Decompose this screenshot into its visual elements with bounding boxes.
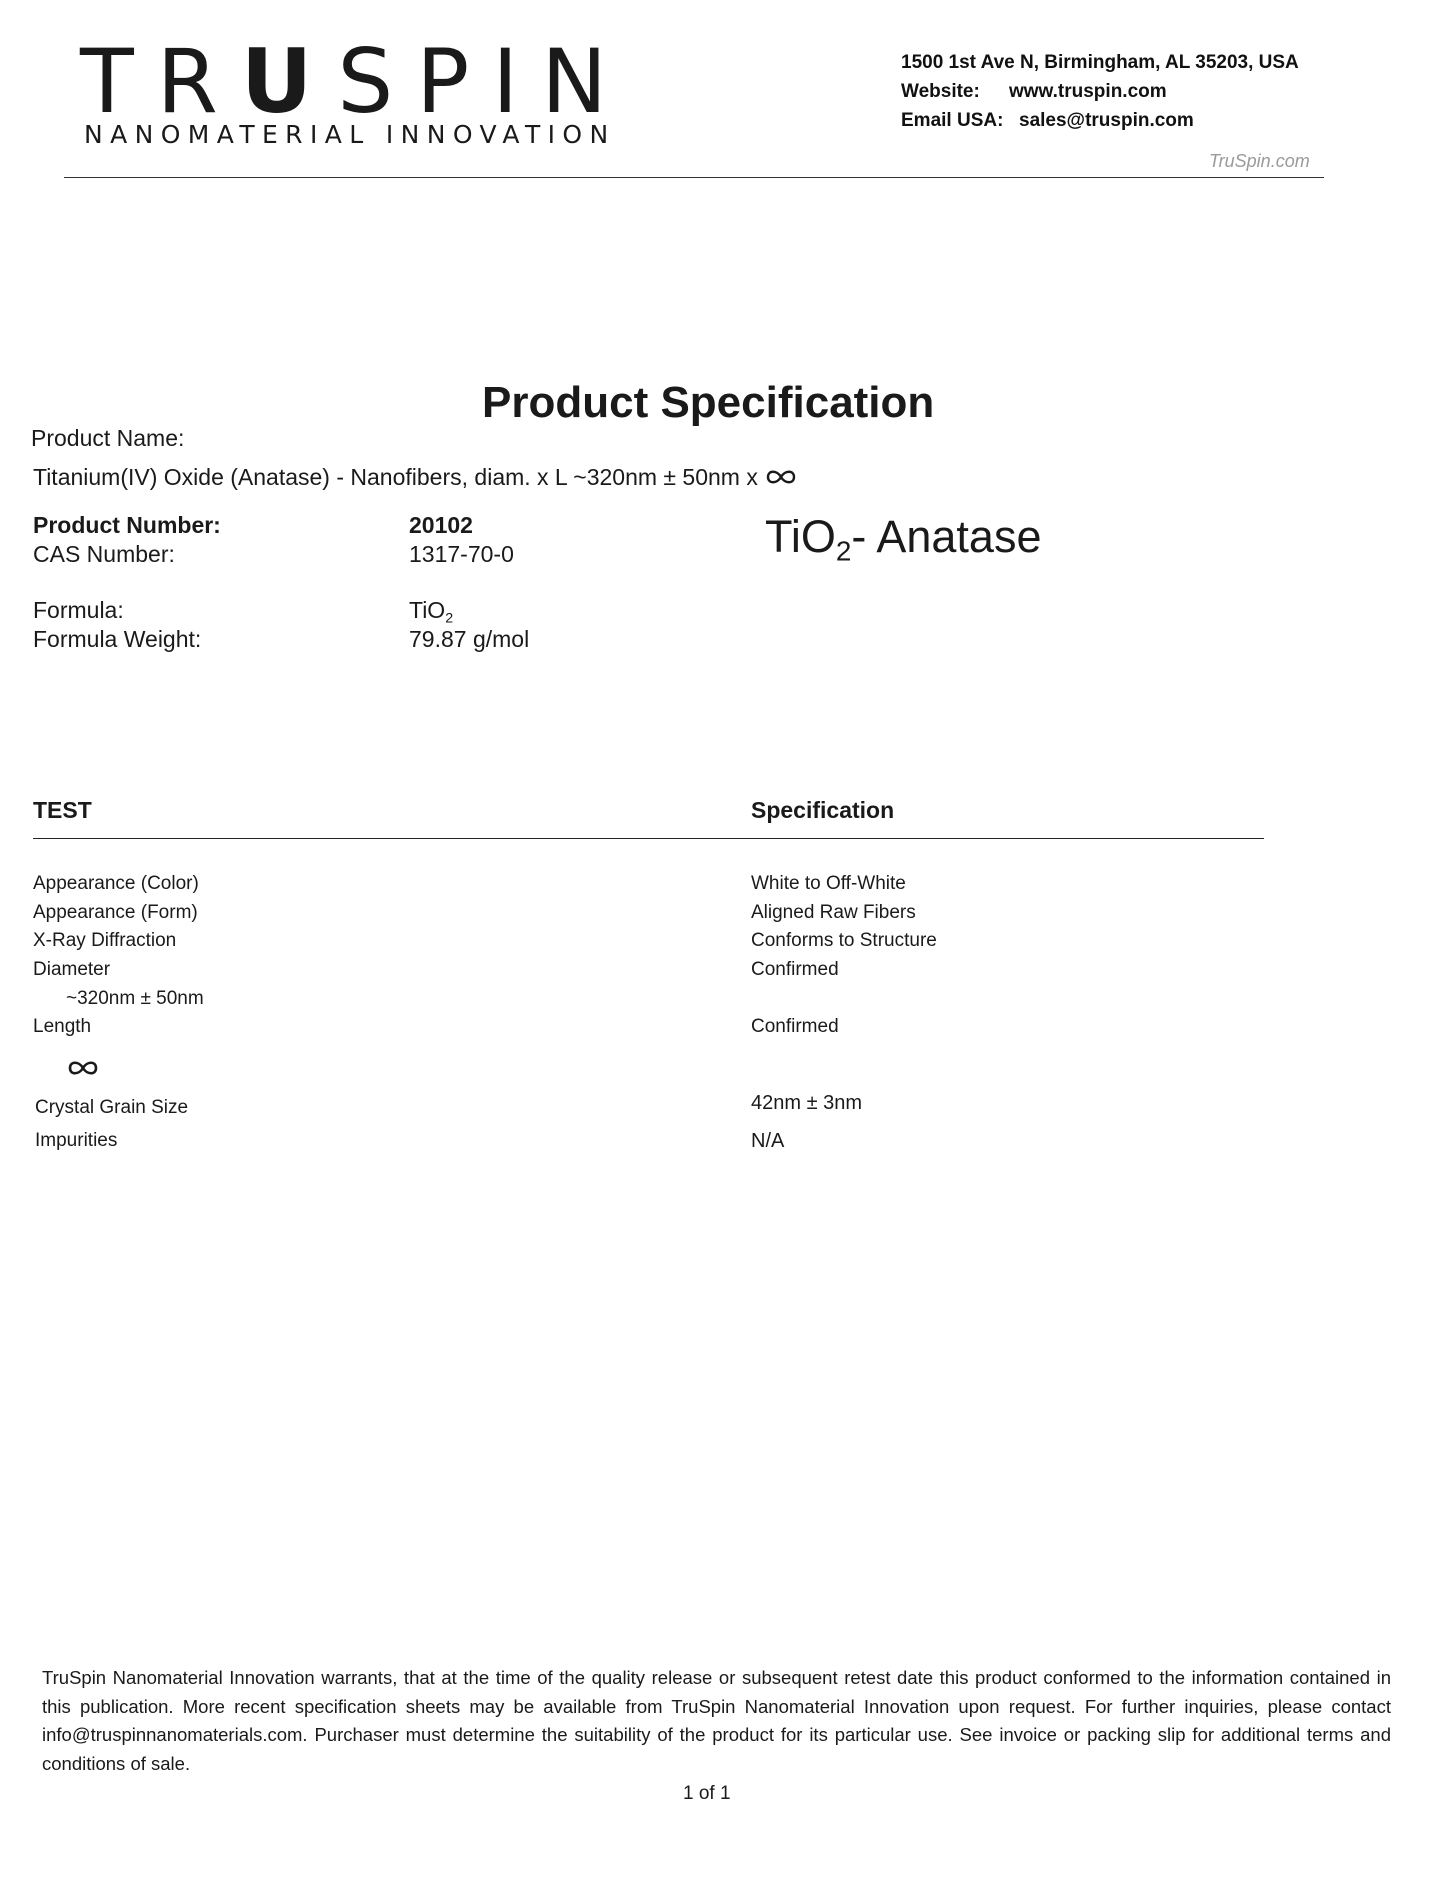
logo-wordmark: [80, 30, 631, 133]
product-number-value: 20102: [409, 512, 473, 538]
logo-word-bold: U: [240, 30, 338, 133]
product-name-label: Product Name:: [31, 425, 185, 451]
table-row-test: ~320nm ± 50nm: [66, 988, 204, 1009]
email-label: Email USA:: [901, 110, 1004, 131]
formula-display-main: TiO: [765, 511, 836, 562]
cas-number-value: 1317-70-0: [409, 541, 514, 567]
website-label: Website:: [901, 81, 980, 102]
table-row-spec: White to Off-White: [751, 873, 906, 894]
warranty-disclaimer: TruSpin Nanomaterial Innovation warrants, that at the time of the quality release or subsequent retest date this product conformed to the information contained in this publication. More recent specification sheets may be available from TruSpin Nanomaterial Innovation upon request. For further inquiries, please contact info@truspinnanomaterials.com. Purchaser must determine the suitability of the product for its particular use. See invoice or packing slip for additional terms and conditions of sale.: [42, 1667, 1391, 1774]
infinity-icon: [66, 1058, 100, 1083]
watermark: TruSpin.com: [1209, 151, 1310, 171]
email-line: [901, 106, 1299, 135]
table-row-spec: Conforms to Structure: [751, 930, 937, 951]
formula-display: [765, 511, 1042, 567]
table-row-test: Diameter: [33, 959, 111, 980]
table-header-test: TEST: [33, 797, 92, 823]
table-row-spec: N/A: [751, 1130, 785, 1152]
table-divider: [33, 838, 1264, 839]
table-row-test: Impurities: [35, 1130, 118, 1151]
logo-tagline: NANOMATERIAL INNOVATION: [84, 120, 616, 149]
table-row-test: Length: [33, 1016, 92, 1037]
formula-display-suffix: - Anatase: [851, 511, 1042, 562]
product-name-text: Titanium(IV) Oxide (Anatase) - Nanofibers, diam. x L ~320nm ± 50nm x: [33, 464, 758, 490]
formula-weight-label: Formula Weight:: [33, 626, 202, 652]
table-header-spec: Specification: [751, 797, 895, 823]
formula-sub: 2: [445, 610, 454, 627]
cas-number-label: CAS Number:: [33, 541, 175, 567]
table-row-spec: Confirmed: [751, 959, 839, 980]
table-row-spec: Confirmed: [751, 1016, 839, 1037]
page-title: Product Specification: [482, 378, 935, 427]
infinity-icon: [764, 465, 798, 492]
logo-word-right: SPIN: [337, 30, 631, 133]
formula-label: Formula:: [33, 597, 124, 623]
formula-value: [409, 597, 454, 627]
table-row-spec: 42nm ± 3nm: [751, 1092, 863, 1114]
formula-display-sub: 2: [835, 535, 852, 567]
company-address: 1500 1st Ave N, Birmingham, AL 35203, USA: [901, 52, 1299, 73]
table-row-test: Crystal Grain Size: [35, 1097, 189, 1118]
formula-weight-value: 79.87 g/mol: [409, 626, 530, 652]
table-row-test: Appearance (Form): [33, 902, 198, 923]
website-line: [901, 77, 1299, 106]
header-divider: [64, 177, 1324, 178]
product-number-label: Product Number:: [33, 512, 221, 538]
table-row-test: Appearance (Color): [33, 873, 199, 894]
contact-block: [901, 48, 1299, 135]
table-row-test: X-Ray Diffraction: [33, 930, 177, 951]
email-link[interactable]: sales@truspin.com: [1019, 110, 1194, 131]
logo-word-left: TR: [80, 30, 241, 133]
page-number: 1 of 1: [683, 1783, 731, 1804]
website-link[interactable]: www.truspin.com: [1009, 81, 1167, 102]
formula-main: TiO: [409, 597, 446, 623]
table-row-spec: Aligned Raw Fibers: [751, 902, 916, 923]
product-name-value: [33, 464, 798, 492]
